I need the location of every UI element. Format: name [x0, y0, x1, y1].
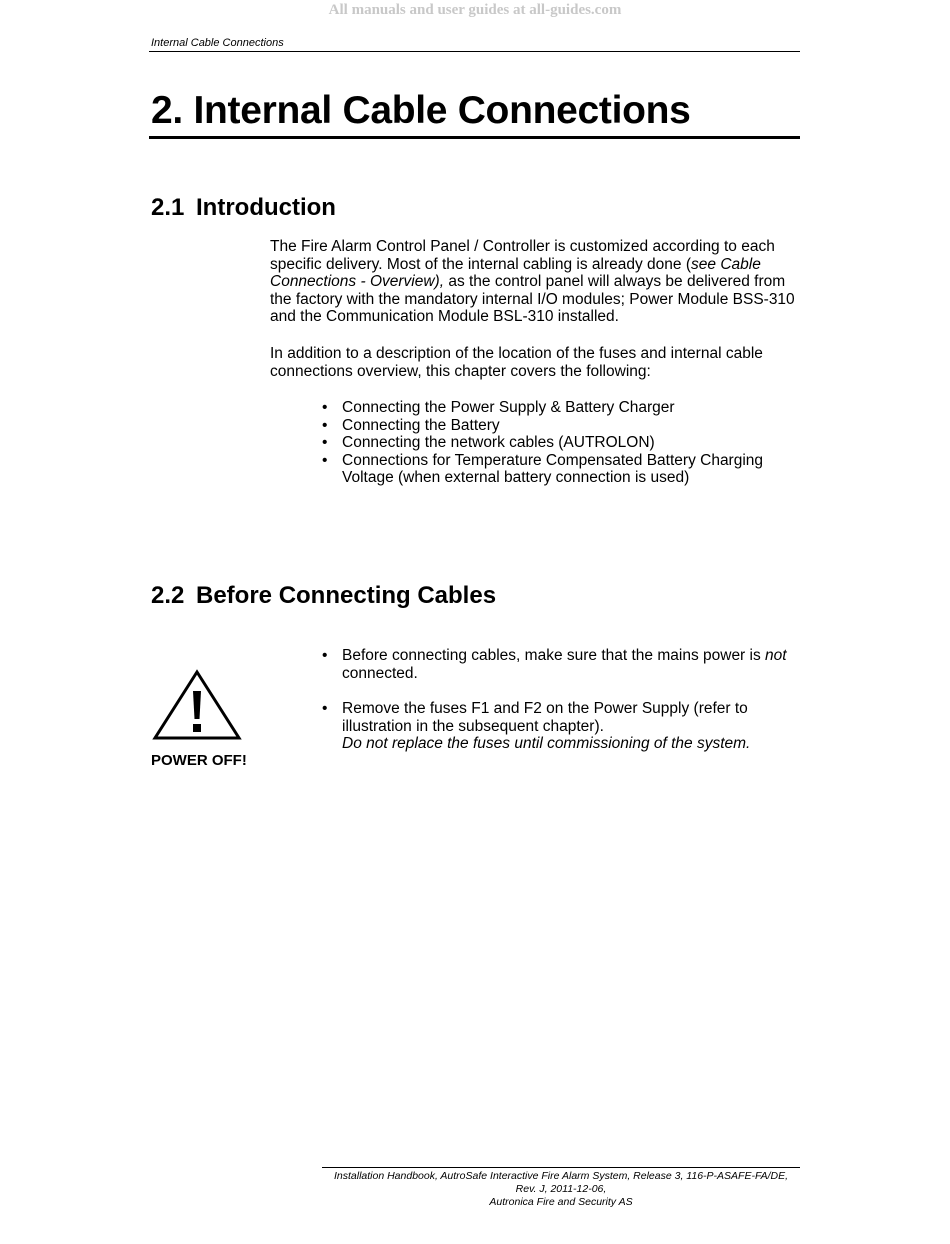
- bullet-icon: •: [322, 399, 328, 416]
- list-item-text: Connecting the Battery: [342, 416, 500, 434]
- bullet-icon: •: [322, 451, 328, 469]
- list-item-text: Connecting the Power Supply & Battery Charger: [342, 399, 675, 416]
- list-item: [322, 399, 800, 417]
- paragraph-text: as the control panel will always be delivered from the factory with the mandatory internal I/O modules; Power Module BSS-310 and the Communication Module BSL-310 installed.: [270, 273, 795, 326]
- bullet-icon: •: [322, 700, 328, 718]
- bullet-icon: •: [322, 416, 328, 434]
- chapter-topics-list: [322, 399, 800, 487]
- emphasis-text: not: [765, 647, 787, 664]
- warning-caption: POWER OFF!: [151, 752, 247, 769]
- list-item-text: Before connecting cables, make sure that the mains power is: [342, 647, 766, 664]
- precautions-list: [322, 647, 800, 771]
- list-item: [322, 700, 800, 753]
- intro-paragraph-1: [270, 238, 800, 326]
- footer-line: Rev. J, 2011-12-06,: [515, 1183, 607, 1195]
- section-title: Introduction: [196, 194, 336, 221]
- section-number: 2.2: [151, 582, 185, 609]
- footer-line: Installation Handbook, AutroSafe Interactive Fire Alarm System, Release 3, 116-P-ASAFE-FA/DE,: [333, 1170, 789, 1182]
- list-item-text: Remove the fuses F1 and F2 on the Power Supply (refer to illustration in the subsequent chapter).: [342, 700, 748, 735]
- emphasis-text: Do not replace the fuses until commissioning of the system.: [342, 735, 751, 753]
- bullet-icon: •: [322, 434, 328, 452]
- section-title: Before Connecting Cables: [196, 582, 497, 609]
- footer-line: Autronica Fire and Security AS: [489, 1196, 633, 1208]
- chapter-title: 2. Internal Cable Connections: [151, 89, 691, 132]
- footer-divider: [322, 1167, 800, 1168]
- list-item-text: Connecting the network cables (AUTROLON): [342, 434, 655, 452]
- list-item-text: Connections for Temperature Compensated Battery Charging Voltage (when external battery connection is used): [342, 451, 764, 487]
- list-item: [322, 452, 800, 487]
- list-item: [322, 417, 800, 435]
- list-item-text: connected.: [342, 664, 418, 682]
- section-heading-before-connecting: [151, 582, 496, 610]
- watermark-text: All manuals and user guides at all-guides.com: [328, 2, 622, 18]
- section-number: 2.1: [151, 194, 185, 221]
- page-footer: [322, 1170, 800, 1209]
- bullet-icon: •: [322, 647, 328, 664]
- cross-reference-text: see Cable Connections - Overview),: [270, 255, 761, 291]
- list-item: [322, 647, 800, 682]
- chapter-title-divider: [149, 136, 800, 139]
- list-item: [322, 434, 800, 452]
- paragraph-text: The Fire Alarm Control Panel / Controller is customized according to each specific delivery. Most of the internal cabling is already done (: [270, 238, 775, 273]
- intro-paragraph-2: In addition to a description of the location of the fuses and internal cable connections overview, this chapter covers the following:: [270, 345, 763, 380]
- section-heading-introduction: [151, 194, 336, 222]
- header-divider: [149, 51, 800, 52]
- running-header: Internal Cable Connections: [151, 37, 284, 49]
- warning-triangle-icon: [152, 669, 242, 741]
